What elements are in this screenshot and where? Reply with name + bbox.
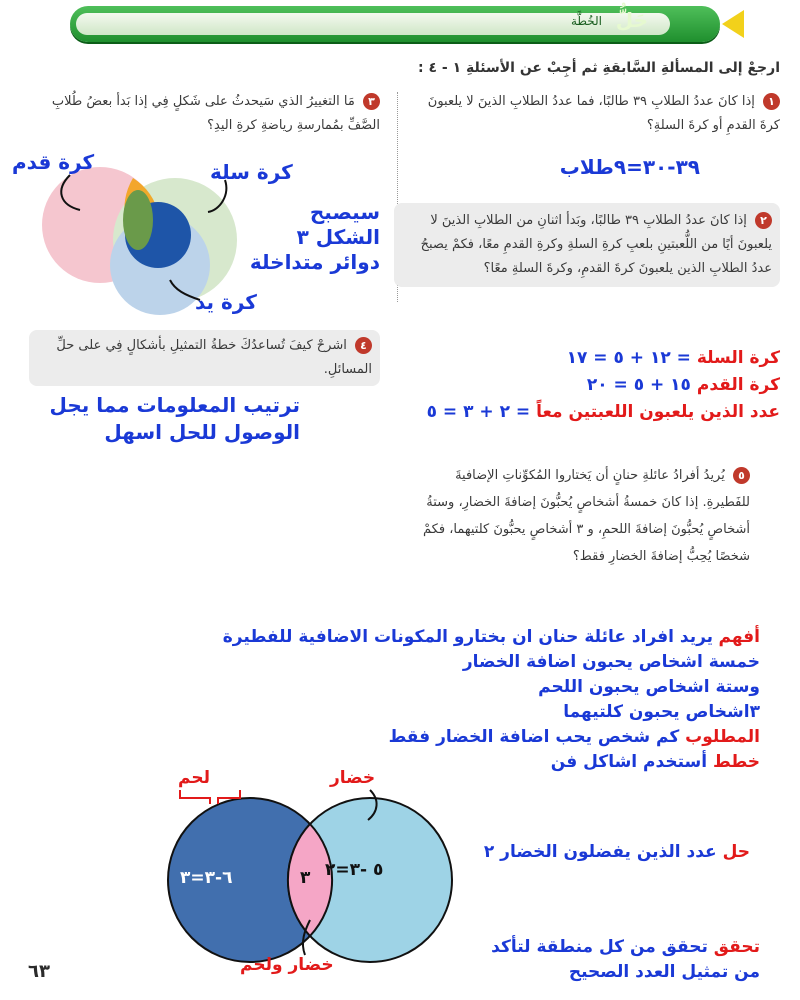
check-block — [491, 935, 760, 985]
solution-steps — [40, 625, 760, 775]
q2-label: عدد الذين يلعبون اللعبتين معاً — [536, 402, 780, 422]
q3-answer-line: دوائر متداخلة — [249, 250, 380, 274]
q4-answer-line: الوصول للحل اسهل — [104, 420, 300, 444]
q4-answer-line: ترتيب المعلومات مما يجل — [49, 393, 300, 417]
question-4 — [29, 330, 380, 386]
question-2-text: إذا كانَ عددُ الطلابِ ٣٩ طالبًا، وبَدأ اثنانِ من الطلابِ الذينَ لا يلعبونَ أيًا من اللُّعبتينِ بلعبِ كرةِ السلةِ وكرةِ القدمِ معًا، فكمْ يصبحُ عددُ الطلابِ الذين يلعبونَ كرةَ القدمِ، وكرةَ السلةِ معًا؟ — [420, 213, 772, 276]
check-label: تحقق — [713, 937, 760, 957]
solve-label: حل — [722, 842, 750, 862]
understand-text: يريد افراد عائلة حنان ان بختارو المكونات الاضافية للفطيرة — [222, 627, 714, 647]
handball-label: كرة يد — [195, 290, 257, 314]
both-label: خضار ولحم — [240, 955, 334, 975]
q1-answer: ٣٩-٣٠=٩طلاب — [559, 155, 700, 179]
meat-label: لحم — [178, 768, 210, 788]
question-1 — [410, 90, 780, 138]
q2-equation: = ٢ + ٣ = ٥ — [426, 402, 537, 422]
q2-answers — [360, 345, 780, 426]
banner-subtitle: الخُطَّة — [570, 14, 602, 28]
football-label: كرة قدم — [12, 150, 95, 174]
check-text: تحقق من كل منطقة لتأكد — [491, 937, 714, 957]
understand-label: أفهم — [718, 627, 760, 647]
q2-answer-line — [360, 345, 780, 372]
understand-line — [40, 625, 760, 650]
plan-text: أستخدم اشاكل فن — [550, 752, 713, 772]
q3-answer — [250, 200, 380, 275]
plan-label: خطط — [712, 752, 760, 772]
question-number-badge: ٢ — [755, 212, 772, 229]
q2-label: كرة السلة — [696, 348, 780, 368]
question-3-text: مَا التغييرُ الذي سَيحدثُ على شَكلٍ فِي إذا بَدأ بعضُ طُلابِ الصَّفِّ بمُمارسةِ رياضةِ كرةِ اليدِ؟ — [51, 94, 380, 133]
instruction-text: ارجعْ إلى المسألةِ السَّابقةِ ثم أجِبْ عن الأسئلةِ ١ - ٤ : — [418, 60, 780, 76]
q3-answer-line: سيصبح — [309, 200, 380, 224]
banner-title: حَلُّ — [615, 8, 648, 32]
required-label: المطلوب — [685, 727, 760, 747]
q2-answer-line — [360, 399, 780, 426]
question-5-text: يُريدُ أفرادُ عائلةِ حنانٍ أن يَختاروا المُكوِّناتِ الإضافيةَ للفَطيرةِ. إذا كانَ خمسةُ أشخاصٍ يُحبُّونَ إضافةَ الخضارِ، وستةُ أشخاصٍ يُحبُّونَ إضافةَ اللحمِ، و ٣ أشخاصٍ يحبُّونَ كلتيهما، فكمْ شخصًا يُحِبُّ إضافةَ الخضارِ فقط؟ — [423, 468, 750, 564]
basketball-label: كرة سلة — [210, 160, 293, 184]
question-1-text: إذا كانَ عددُ الطلابِ ٣٩ طالبًا، فما عددُ الطلابِ الذينَ لا يلعبونَ كرةَ القدمِ أو كرةَ السلةِ؟ — [427, 94, 780, 133]
check-text: من تمثيل العدد الصحيح — [568, 962, 760, 982]
q2-equation: ١٥ + ٥ = ٢٠ — [586, 375, 697, 395]
q2-label: كرة القدم — [696, 375, 780, 395]
question-4-text: اشرحْ كيفَ تُساعدُكَ خطةُ التمثيلِ بأشكالٍ فِي على حلِّ المسائلِ. — [56, 338, 372, 377]
solve-text: عدد الذين يفضلون الخضار ٢ — [483, 842, 723, 862]
q2-answer-line — [360, 372, 780, 399]
q4-answer — [49, 392, 300, 446]
understand-text: خمسة اشخاص يحبون اضافة الخضار — [462, 652, 760, 672]
both-value: ٣ — [300, 868, 311, 888]
veg-label: خضار — [330, 768, 376, 788]
question-3 — [25, 90, 380, 138]
question-number-badge: ٥ — [733, 467, 750, 484]
meat-bracket — [180, 790, 210, 804]
question-number-badge: ١ — [763, 93, 780, 110]
play-triangle-icon — [722, 10, 744, 38]
question-number-badge: ٤ — [355, 337, 372, 354]
center-overlap — [123, 190, 153, 250]
question-number-badge: ٣ — [363, 93, 380, 110]
q3-answer-line: الشكل ٣ — [296, 225, 380, 249]
required-text: كم شخص يحب اضافة الخضار فقط — [388, 727, 686, 747]
title-banner — [70, 6, 720, 42]
veg-only-value: ٥ -٣=٢ — [325, 860, 384, 880]
page-number: ٦٣ — [28, 961, 50, 982]
understand-text: وستة اشخاص يحبون اللحم — [538, 677, 760, 697]
meat-only-value: ٦-٣=٣ — [180, 868, 233, 888]
q2-equation: = ١٢ + ٥ = ١٧ — [566, 348, 697, 368]
understand-text: ٣اشخاص يحبون كلتيهما — [563, 702, 760, 722]
required-line — [40, 725, 760, 750]
question-2 — [394, 203, 780, 287]
question-5 — [420, 462, 750, 570]
solve-line — [484, 842, 750, 862]
